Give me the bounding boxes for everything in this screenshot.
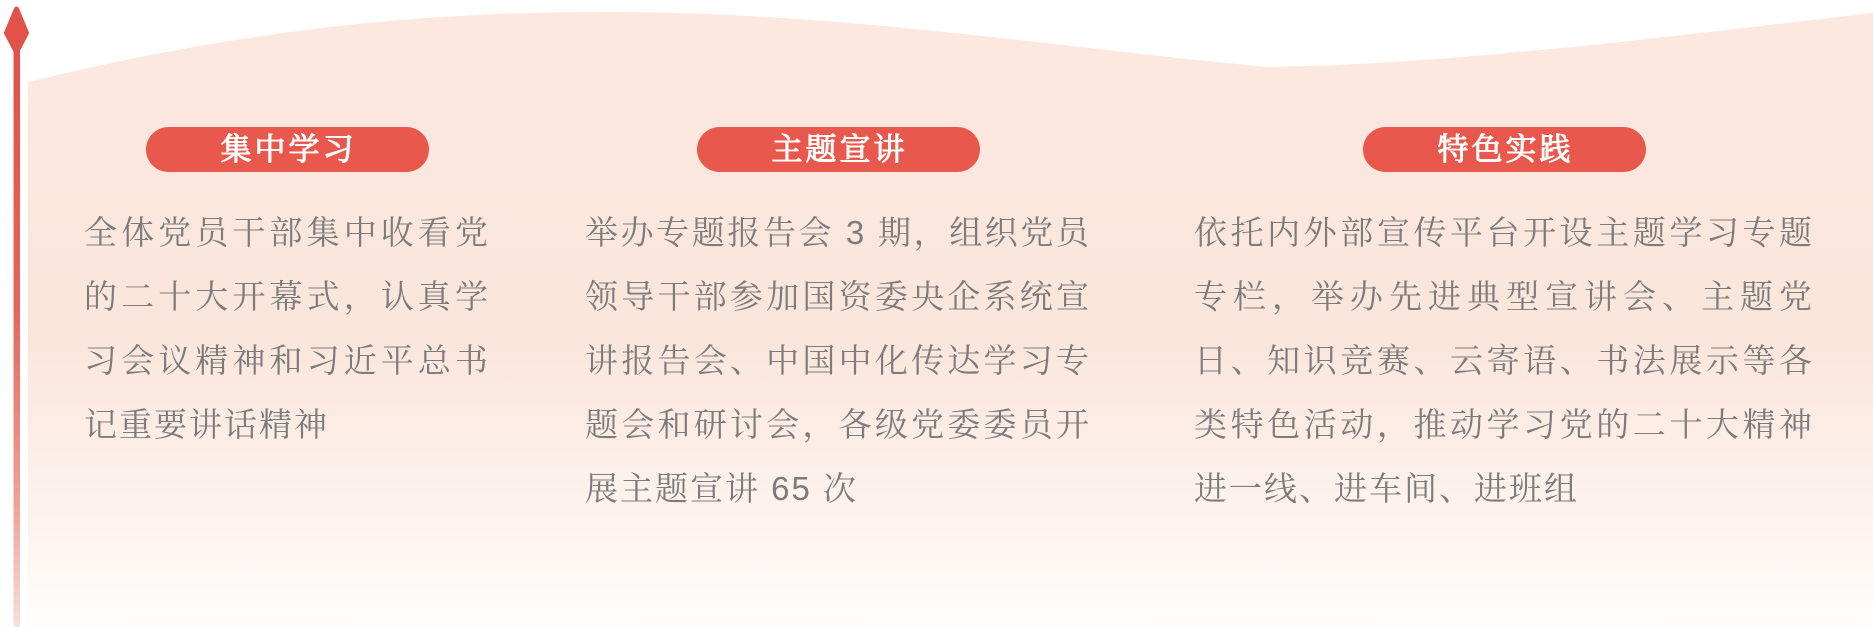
section-themed-preaching	[585, 127, 1091, 521]
section-body-text: 依托内外部宣传平台开设主题学习专题专栏，举办先进典型宣讲会、主题党日、知识竞赛、云寄语、书法展示等各类特色活动，推动学习党的二十大精神进一线、进车间、进班组	[1194, 214, 1814, 507]
badge-special-practice	[1363, 127, 1646, 172]
badge-themed-preaching	[697, 127, 980, 172]
badge-label: 集中学习	[220, 132, 357, 167]
section-special-practice	[1194, 127, 1814, 521]
upward-arrow-icon	[7, 9, 27, 627]
section-centralized-learning	[84, 127, 490, 457]
badge-label: 主题宣讲	[771, 132, 908, 167]
badge-label: 特色实践	[1437, 132, 1574, 167]
section-body-text: 举办专题报告会 3 期，组织党员领导干部参加国资委央企系统宣讲报告会、中国中化传达学习专题会和研讨会，各级党委委员开展主题宣讲 65 次	[585, 214, 1091, 507]
section-body-text: 全体党员干部集中收看党的二十大开幕式，认真学习会议精神和习近平总书记重要讲话精神	[84, 214, 490, 443]
badge-centralized-learning	[146, 127, 429, 172]
